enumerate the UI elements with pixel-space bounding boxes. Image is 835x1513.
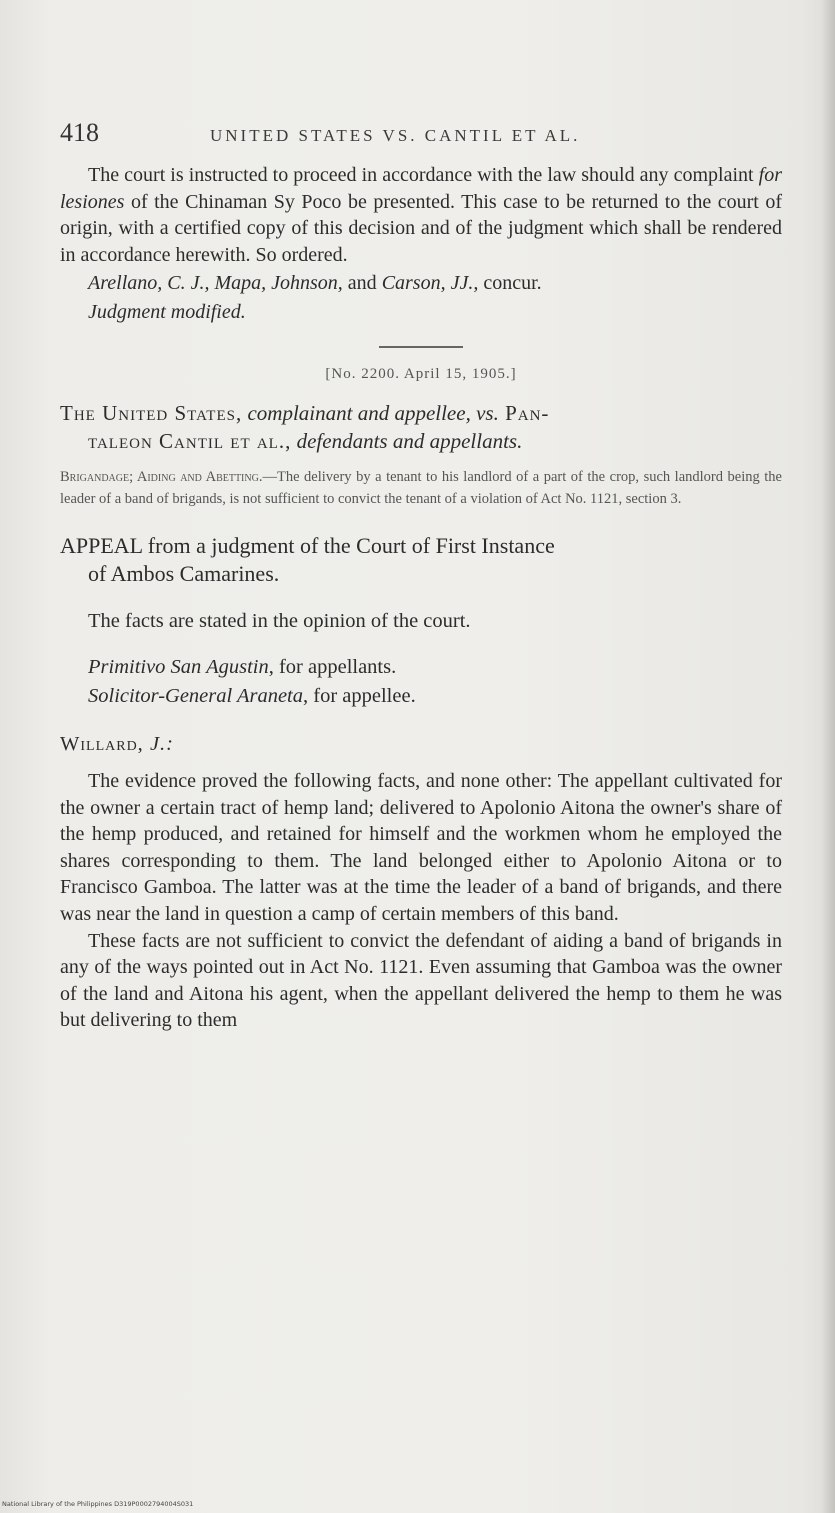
section-divider [379,346,463,348]
concurring-justice-last: Carson, JJ., [381,272,479,294]
concurring-justices: Arellano, C. J., Mapa, Johnson, [88,272,343,294]
counsel-name: Solicitor-General Araneta [88,685,303,707]
counsel-role: , for appellants. [268,656,397,678]
syllabus [60,467,782,510]
conclusion-text: The court is instructed to proceed in accordance with the law should any complaint [88,164,759,186]
case-title [60,399,782,455]
party-defendant-a: Pan- [498,401,550,425]
judge-name: Willard, [60,733,144,755]
counsel-name: Primitivo San Agustin [88,656,269,678]
page-number: 418 [60,118,99,147]
role-defendant: defendants and appellants. [291,429,523,453]
syllabus-text: —The delivery by a tenant to his landlord of a part of the crop, such landlord being the leader of a band of brigands, is not sufficient to convict the tenant of a violation of Act No. 1121, section 3. [60,469,782,507]
counsel-appellee [88,682,782,711]
counsel-appellants [88,653,782,682]
conclusion-italic: for lesiones [60,164,782,213]
scan-footer: National Library of the Philippines D319P0002794004S031 [2,1500,194,1508]
concur-word: concur. [478,272,542,294]
previous-case-conclusion [60,162,782,268]
opinion-body [60,768,782,1034]
syllabus-heading: Brigandage; Aiding and Abetting. [60,469,263,485]
counsel-list [60,653,782,711]
appeal-statement [60,532,782,588]
party-plaintiff: The United States, [60,401,243,425]
appeal-line-1: APPEAL from a judgment of the Court of First Instance [60,533,555,558]
concur-and: and [342,272,382,294]
concurrence-line [60,270,782,297]
facts-statement: The facts are stated in the opinion of the court. [88,610,471,632]
docket-number: [No. 2200. April 15, 1905.] [325,366,517,382]
counsel-role: , for appellee. [303,685,416,707]
conclusion-rest: of the Chinaman Sy Poco be presented. This case to be returned to the court of origin, with a certified copy of this decision and of the judgment which shall be rendered in accordance herewith. So ordered. [60,190,782,266]
opinion-paragraph-1: The evidence proved the following facts, and none other: The appellant cultivated for the owner a certain tract of hemp land; delivered to Apolonio Aitona the owner's share of the hemp produced, and retained for himself and the workmen whom he employed the shares corresponding to them. The land belonged either to Apolonio Aitona or to Francisco Gamboa. The latter was at the time the leader of a band of brigands, and there was near the land in question a camp of certain members of this band. [60,770,782,925]
page-spine-shadow [821,0,835,1513]
opinion-paragraph-2: These facts are not sufficient to convict the defendant of aiding a band of brigands in any of the ways pointed out in Act No. 1121. Even assuming that Gamboa was the owner of the land and Aitona his agent, when the appellant delivered the hemp to them he was but delivering to them [60,929,782,1032]
versus: vs. [476,401,499,425]
opinion-author [60,733,782,756]
role-plaintiff: complainant and appellee, [242,401,477,425]
page-content [60,118,782,1034]
running-title: UNITED STATES VS. CANTIL ET AL. [210,126,581,145]
judge-title: J.: [149,733,174,755]
running-head [60,118,782,162]
party-defendant-b: taleon Cantil et al., [88,429,292,453]
judgment-result: Judgment modified. [88,301,246,323]
appeal-line-2: of Ambos Camarines. [88,561,280,586]
